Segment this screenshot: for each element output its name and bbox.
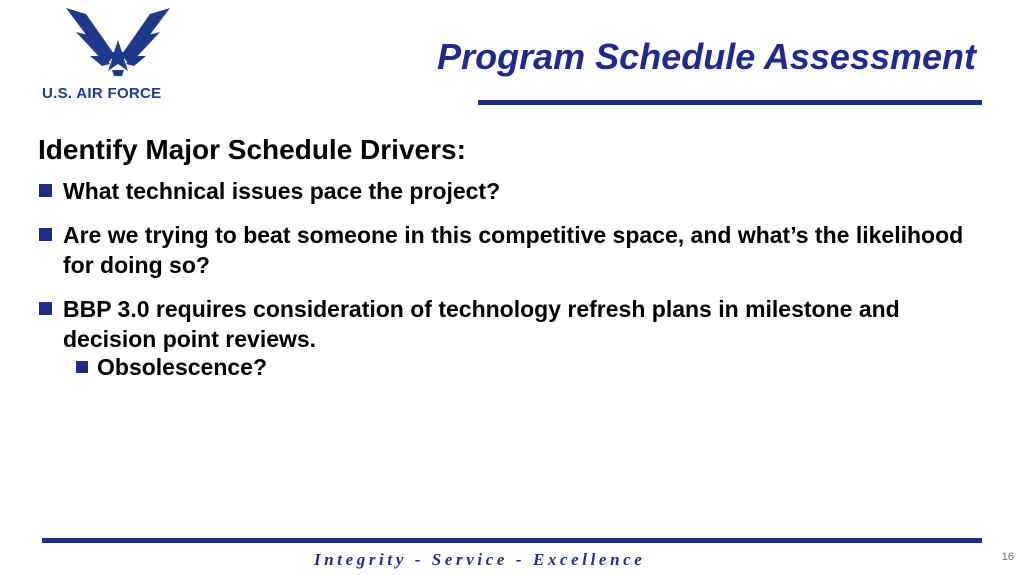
bullet-text: What technical issues pace the project? — [63, 178, 501, 204]
bullet-text: BBP 3.0 requires consideration of technology refresh plans in milestone and decision point reviews. — [63, 296, 900, 352]
slide-title: Program Schedule Assessment — [437, 36, 976, 77]
bullet-item — [38, 220, 978, 280]
sub-bullet-text: Obsolescence? — [97, 354, 268, 380]
square-bullet-icon — [39, 302, 52, 315]
title-divider — [478, 100, 982, 105]
sub-bullet-item — [38, 352, 978, 382]
bullet-item — [38, 176, 978, 206]
square-bullet-icon — [76, 361, 88, 373]
bullet-text: Are we trying to beat someone in this competitive space, and what’s the likelihood for doing so? — [63, 222, 964, 278]
air-force-logo — [38, 6, 200, 102]
section-heading: Identify Major Schedule Drivers: — [38, 134, 466, 165]
slide-body — [38, 133, 978, 396]
page-number: 16 — [1001, 551, 1014, 563]
square-bullet-icon — [39, 184, 52, 197]
bullet-item — [38, 294, 978, 354]
square-bullet-icon — [39, 228, 52, 241]
footer-divider — [42, 538, 982, 543]
footer-motto: Integrity - Service - Excellence — [314, 550, 646, 569]
air-force-wings-star-icon — [64, 6, 172, 78]
logo-wordmark: U.S. AIR FORCE — [42, 85, 162, 102]
